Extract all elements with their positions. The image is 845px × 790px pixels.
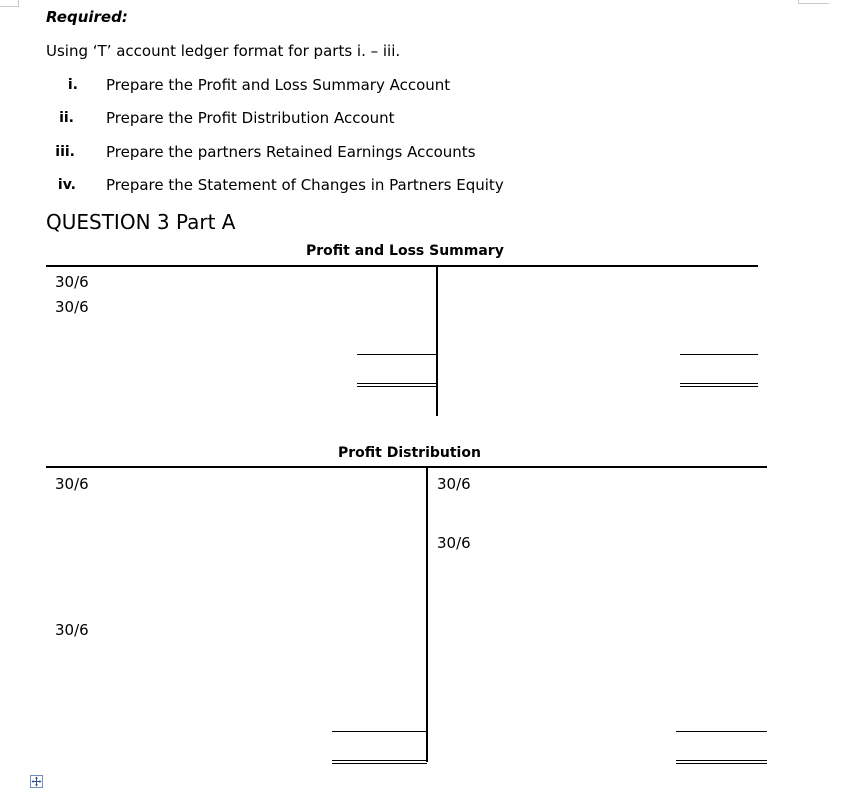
account-title: Profit and Loss Summary xyxy=(306,243,504,259)
subtotal-line xyxy=(332,731,427,732)
item-text: Prepare the partners Retained Earnings Accounts xyxy=(106,143,476,161)
total-double-line xyxy=(357,383,437,384)
move-arrows-icon[interactable] xyxy=(30,775,43,788)
debit-date: 30/6 xyxy=(55,298,89,316)
total-double-line xyxy=(676,760,767,761)
debit-date: 30/6 xyxy=(55,273,89,291)
item-text: Prepare the Profit Distribution Account xyxy=(106,109,395,127)
item-number: iii. xyxy=(55,144,75,160)
total-double-line xyxy=(357,386,437,387)
intro-text: Using ‘T’ account ledger format for parts i. – iii. xyxy=(46,42,401,60)
total-double-line xyxy=(676,763,767,764)
total-double-line xyxy=(680,386,758,387)
item-text: Prepare the Profit and Loss Summary Account xyxy=(106,76,451,94)
t-account-divider xyxy=(426,467,428,762)
t-account-top-line xyxy=(46,466,767,468)
item-text: Prepare the Statement of Changes in Partners Equity xyxy=(106,176,504,194)
total-double-line xyxy=(680,383,758,384)
debit-date: 30/6 xyxy=(55,621,89,639)
total-double-line xyxy=(332,763,427,764)
subtotal-line xyxy=(357,354,437,355)
account-title: Profit Distribution xyxy=(338,445,481,461)
question-heading: QUESTION 3 Part A xyxy=(46,210,236,234)
debit-date: 30/6 xyxy=(55,475,89,493)
credit-date: 30/6 xyxy=(437,534,471,552)
item-number: ii. xyxy=(59,110,74,126)
required-heading: Required: xyxy=(46,8,128,26)
subtotal-line xyxy=(676,731,767,732)
total-double-line xyxy=(332,760,427,761)
page-margin-corner-right xyxy=(798,0,829,4)
page-margin-corner-left xyxy=(0,0,19,7)
subtotal-line xyxy=(680,354,758,355)
credit-date: 30/6 xyxy=(437,475,471,493)
item-number: i. xyxy=(67,77,78,93)
move-arrows-icon-glyph xyxy=(31,776,42,787)
t-account-divider xyxy=(436,266,438,416)
t-account-top-line xyxy=(46,265,758,267)
item-number: iv. xyxy=(57,177,76,193)
